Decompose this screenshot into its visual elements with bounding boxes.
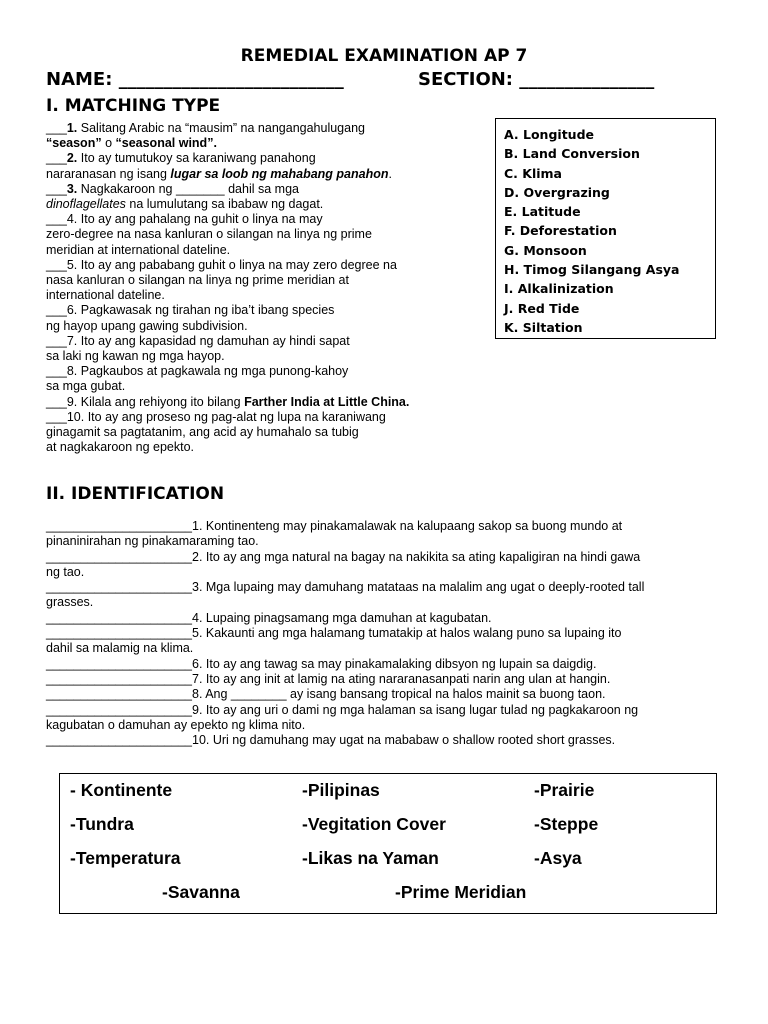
- section-blank: _______________: [519, 69, 655, 90]
- choice-c: C. Klima: [504, 165, 562, 181]
- choices-box: [495, 118, 716, 339]
- item-5-line-3: international dateline.: [46, 288, 165, 303]
- item-5-line-2: nasa kanluran o silangan na linya ng prime meridian at: [46, 273, 349, 288]
- choice-f: F. Deforestation: [504, 223, 617, 239]
- item-7-line-1: ___7. Ito ay ang kapasidad ng damuhan ay hindi sapat: [46, 333, 350, 348]
- matching-items: [46, 121, 486, 455]
- item-6-line-2: ng hayop upang gawing subdivision.: [46, 318, 248, 333]
- identification-heading: II. IDENTIFICATION: [46, 484, 225, 504]
- item-9-line-1: ___9. Kilala ang rehiyong ito bilang Farther India at Little China.: [46, 394, 410, 409]
- word-temperatura: -Temperatura: [70, 848, 181, 868]
- item-4-line-1: ___4. Ito ay ang pahalang na guhit o linya na may: [46, 212, 323, 227]
- item-2-line-1: ___2. Ito ay tumutukoy sa karaniwang panahong: [46, 151, 316, 166]
- word-likas-na-yaman: -Likas na Yaman: [302, 848, 439, 868]
- id-line: _____________________5. Kakaunti ang mga halamang tumatakip at halos walang puno sa lupaing ito: [46, 626, 622, 641]
- choice-j: J. Red Tide: [504, 300, 580, 316]
- item-5-line-1: ___5. Ito ay ang pababang guhit o linya na may zero degree na: [46, 257, 397, 272]
- item-1-line-2: “season” o “seasonal wind”.: [46, 136, 217, 151]
- identification-items: [46, 519, 726, 748]
- id-line: _____________________1. Kontinenteng may pinakamalawak na kalupaang sakop sa buong mundo at: [46, 519, 623, 533]
- item-4-line-2: zero-degree na nasa kanluran o silangan na linya ng prime: [46, 227, 372, 242]
- section-field[interactable]: [418, 69, 654, 90]
- choice-b: B. Land Conversion: [504, 146, 640, 162]
- item-10-line-3: at nagkakaroon ng epekto.: [46, 440, 195, 455]
- id-line: _____________________6. Ito ay ang tawag sa may pinakamalaking dibsyon ng lupain sa daigdig.: [46, 656, 597, 671]
- word-prairie: -Prairie: [534, 780, 595, 800]
- id-line: ng tao.: [46, 564, 85, 579]
- item-7-line-2: sa laki ng kawan ng mga hayop.: [46, 349, 225, 364]
- name-field[interactable]: [46, 69, 344, 90]
- word-asya: -Asya: [534, 848, 582, 868]
- id-line: _____________________7. Ito ay ang init at lamig na ating nararanasanpati narin ang ulan at hangin.: [46, 671, 611, 686]
- exam-title: REMEDIAL EXAMINATION AP 7: [240, 46, 528, 66]
- choice-i: I. Alkalinization: [504, 281, 614, 297]
- choice-g: G. Monsoon: [504, 242, 587, 258]
- id-line: _____________________10. Uri ng damuhang may ugat na mababaw o shallow rooted short grasses.: [46, 733, 616, 748]
- id-line: dahil sa malamig na klima.: [46, 641, 194, 656]
- item-10-line-1: ___10. Ito ay ang proseso ng pag-alat ng lupa na karaniwang: [46, 409, 386, 424]
- name-blank: _________________________: [118, 69, 344, 90]
- item-8-line-1: ___8. Pagkaubos at pagkawala ng mga punong-kahoy: [46, 364, 349, 379]
- word-vegitation-cover: -Vegitation Cover: [302, 814, 446, 834]
- item-3-line-2: dinoflagellates na lumulutang sa ibabaw ng dagat.: [46, 197, 324, 212]
- item-2-line-2: nararanasan ng isang lugar sa loob ng mahabang panahon.: [46, 166, 392, 181]
- word-bank-box: [59, 773, 717, 914]
- item-6-line-1: ___6. Pagkawasak ng tirahan ng iba’t ibang species: [46, 303, 335, 318]
- word-kontinente: - Kontinente: [70, 780, 173, 800]
- item-4-line-3: meridian at international dateline.: [46, 242, 231, 257]
- choice-a: A. Longitude: [504, 127, 594, 142]
- id-line: pinaninirahan ng pinakamaraming tao.: [46, 534, 259, 549]
- choice-h: H. Timog Silangang Asya: [504, 262, 680, 278]
- matching-heading: I. MATCHING TYPE: [46, 96, 221, 116]
- word-steppe: -Steppe: [534, 814, 599, 834]
- choice-k: K. Siltation: [504, 319, 583, 335]
- id-line: _____________________3. Mga lupaing may damuhang matataas na malalim ang ugat o deeply-rooted tall: [46, 580, 645, 595]
- word-tundra: -Tundra: [70, 814, 134, 834]
- name-label: NAME:: [46, 69, 113, 90]
- id-line: _____________________2. Ito ay ang mga natural na bagay na nakikita sa ating kapaligiran na hindi gawa: [46, 549, 641, 564]
- word-prime-meridian: -Prime Meridian: [395, 882, 527, 902]
- word-savanna: -Savanna: [162, 882, 240, 902]
- section-label: SECTION:: [418, 69, 514, 90]
- choice-d: D. Overgrazing: [504, 184, 610, 200]
- item-8-line-2: sa mga gubat.: [46, 379, 126, 394]
- id-line: _____________________8. Ang ________ ay isang bansang tropical na halos mainit sa buong taon.: [46, 687, 606, 702]
- choice-e: E. Latitude: [504, 204, 581, 220]
- id-line: _____________________4. Lupaing pinagsamang mga damuhan at kagubatan.: [46, 610, 492, 625]
- item-3-line-1: ___3. Nagkakaroon ng _______ dahil sa mga: [46, 181, 299, 196]
- item-10-line-2: ginagamit sa pagtatanim, ang acid ay humahalo sa tubig: [46, 425, 359, 440]
- id-line: _____________________9. Ito ay ang uri o dami ng mga halaman sa isang lugar tulad ng pagkakaroon ng: [46, 702, 639, 717]
- word-pilipinas: -Pilipinas: [302, 780, 380, 800]
- id-line: grasses.: [46, 595, 94, 610]
- id-line: kagubatan o damuhan ay epekto ng klima nito.: [46, 717, 306, 732]
- item-1-line-1: ___1. Salitang Arabic na “mausim” na nangangahulugang: [46, 121, 365, 135]
